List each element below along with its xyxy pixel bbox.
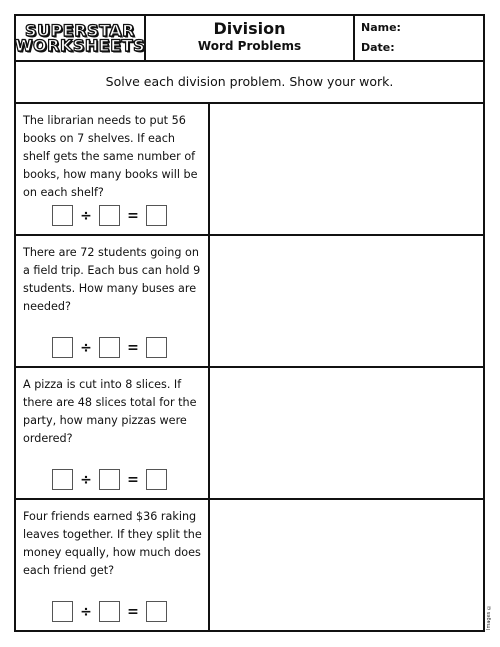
name-label: Name:: [361, 21, 401, 34]
problem-row-4: [16, 500, 483, 630]
divide-sign: ÷: [80, 603, 92, 620]
work-area-3[interactable]: [210, 368, 483, 498]
image-credit: Images ©: [486, 604, 492, 630]
instructions: Solve each division problem. Show your work.: [16, 60, 483, 104]
divide-sign: ÷: [80, 207, 92, 224]
worksheet-subtitle: Word Problems: [197, 39, 302, 53]
work-area-1[interactable]: [210, 104, 483, 234]
equation-3: [52, 469, 167, 490]
worksheet-title: Division: [213, 19, 286, 38]
equals-sign: =: [127, 471, 139, 488]
problem-row-3: [16, 368, 483, 500]
divisor-box-4[interactable]: [99, 601, 120, 622]
problem-text-4: Four friends earned $36 raking leaves together. If they split the money equally, how much does each friend get?: [23, 510, 202, 577]
divisor-box-1[interactable]: [99, 205, 120, 226]
student-info-box: [355, 16, 483, 60]
dividend-box-4[interactable]: [52, 601, 73, 622]
equation-1: [52, 205, 167, 226]
divide-sign: ÷: [80, 339, 92, 356]
quotient-box-1[interactable]: [146, 205, 167, 226]
problem-text-3: A pizza is cut into 8 slices. If there are 48 slices total for the party, how many pizzas were ordered?: [23, 378, 197, 445]
problem-cell-3: [16, 368, 210, 498]
work-area-2[interactable]: [210, 236, 483, 366]
problem-row-2: [16, 236, 483, 368]
problem-cell-1: [16, 104, 210, 234]
divide-sign: ÷: [80, 471, 92, 488]
dividend-box-1[interactable]: [52, 205, 73, 226]
logo-line-1: SUPERSTAR: [25, 21, 135, 40]
superstar-worksheets-logo: [16, 16, 146, 60]
date-label: Date:: [361, 41, 395, 54]
equals-sign: =: [127, 339, 139, 356]
problem-text-1: The librarian needs to put 56 books on 7 shelves. If each shelf gets the same number of books, how many books will be on each shelf?: [23, 114, 198, 199]
equals-sign: =: [127, 207, 139, 224]
title-box: [146, 16, 355, 60]
divisor-box-2[interactable]: [99, 337, 120, 358]
equals-sign: =: [127, 603, 139, 620]
problem-cell-2: [16, 236, 210, 366]
work-area-4[interactable]: [210, 500, 483, 630]
quotient-box-3[interactable]: [146, 469, 167, 490]
problem-row-1: [16, 104, 483, 236]
equation-2: [52, 337, 167, 358]
divisor-box-3[interactable]: [99, 469, 120, 490]
worksheet: [14, 14, 485, 632]
quotient-box-2[interactable]: [146, 337, 167, 358]
worksheet-header: [16, 16, 483, 62]
dividend-box-3[interactable]: [52, 469, 73, 490]
problem-text-2: There are 72 students going on a field trip. Each bus can hold 9 students. How many buses are needed?: [23, 246, 201, 313]
quotient-box-4[interactable]: [146, 601, 167, 622]
problem-cell-4: [16, 500, 210, 630]
equation-4: [52, 601, 167, 622]
dividend-box-2[interactable]: [52, 337, 73, 358]
logo-line-2: WORKSHEETS: [14, 36, 146, 55]
